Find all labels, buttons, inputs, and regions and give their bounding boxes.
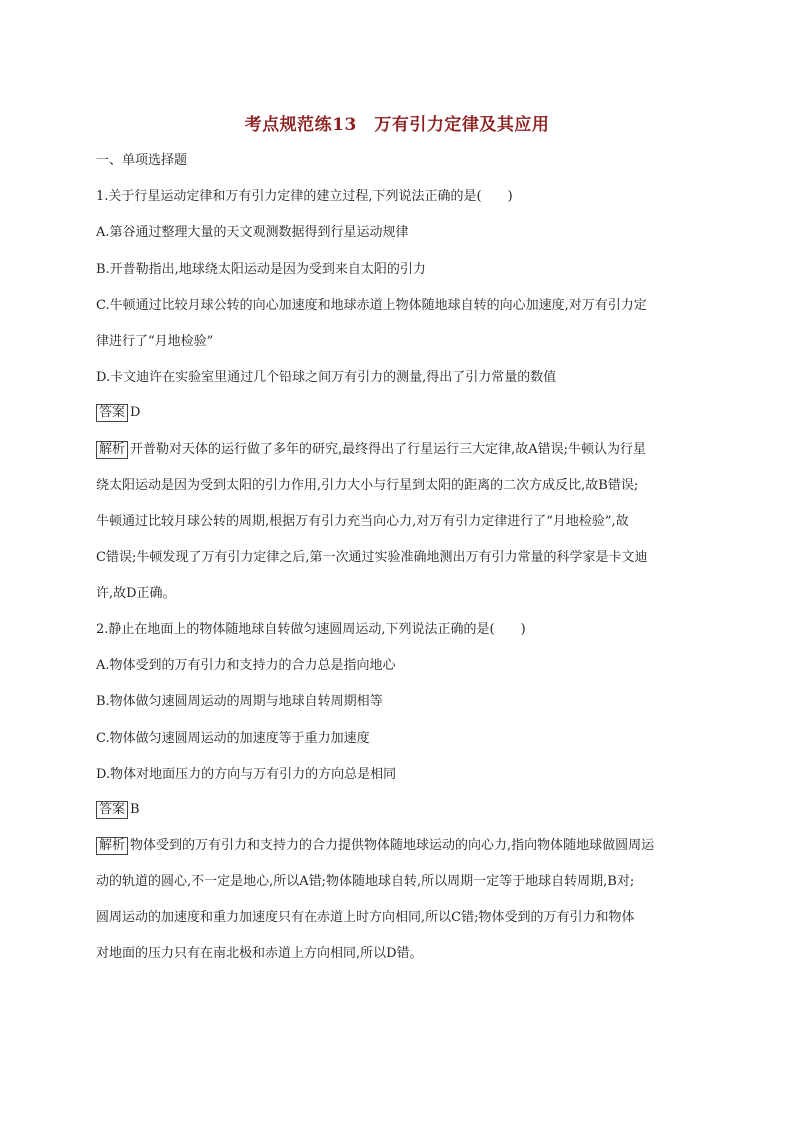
question-1-analysis-line3: 牛顿通过比较月球公转的周期,根据万有引力充当向心力,对万有引力定律进行了“月地检验”,故	[96, 514, 629, 529]
question-1-option-d: D.卡文迪许在实验室里通过几个铅球之间万有引力的测量,得出了引力常量的数值	[96, 370, 557, 385]
question-2-stem: 2.静止在地面上的物体随地球自转做匀速圆周运动,下列说法正确的是( )	[96, 622, 526, 637]
answer-label-box: 答案	[96, 404, 128, 422]
question-1-analysis-line2: 绕太阳运动是因为受到太阳的引力作用,引力大小与行星到太阳的距离的二次方成反比,故B错误;	[96, 478, 639, 493]
question-2-analysis-line2: 动的轨道的圆心,不一定是地心,所以A错;物体随地球自转,所以周期一定等于地球自转周期,B对;	[96, 874, 635, 889]
question-2-answer-row	[96, 801, 706, 819]
answer-label-box: 答案	[96, 801, 128, 819]
question-2-analysis-line3: 圆周运动的加速度和重力加速度只有在赤道上时方向相同,所以C错;物体受到的万有引力和物体	[96, 910, 635, 925]
question-1-analysis-line4: C错误;牛顿发现了万有引力定律之后,第一次通过实验准确地测出万有引力常量的科学家是卡文迪	[96, 550, 648, 565]
question-1-option-a: A.第谷通过整理大量的天文观测数据得到行星运动规律	[96, 225, 409, 240]
section-heading: 一、单项选择题	[96, 153, 188, 168]
question-2-analysis-line1	[96, 837, 706, 855]
question-2-answer: B	[130, 802, 140, 817]
question-2-option-c: C.物体做匀速圆周运动的加速度等于重力加速度	[96, 731, 370, 746]
question-1-analysis-line1	[96, 441, 706, 459]
question-2-option-d: D.物体对地面压力的方向与万有引力的方向总是相同	[96, 767, 397, 782]
question-1-analysis-text1: 开普勒对天体的运行做了多年的研究,最终得出了行星运行三大定律,故A错误;牛顿认为行星	[130, 442, 647, 457]
question-2-analysis-line4: 对地面的压力只有在南北极和赤道上方向相同,所以D错。	[96, 946, 423, 961]
question-1-analysis-line5: 许,故D正确。	[96, 586, 176, 601]
question-1-option-b: B.开普勒指出,地球绕太阳运动是因为受到来自太阳的引力	[96, 262, 426, 277]
analysis-label-box: 解析	[96, 441, 128, 459]
question-2-option-b: B.物体做匀速圆周运动的周期与地球自转周期相等	[96, 694, 383, 709]
question-1-stem: 1.关于行星运动定律和万有引力定律的建立过程,下列说法正确的是( )	[96, 189, 513, 204]
page-title: 考点规范练13 万有引力定律及其应用	[244, 115, 550, 135]
question-2-option-a: A.物体受到的万有引力和支持力的合力总是指向地心	[96, 658, 396, 673]
question-1-option-c-line2: 律进行了“月地检验”	[96, 334, 214, 349]
question-1-option-c-line1: C.牛顿通过比较月球公转的向心加速度和地球赤道上物体随地球自转的向心加速度,对万有引力定	[96, 298, 647, 313]
question-1-answer-row	[96, 404, 706, 422]
question-2-analysis-text1: 物体受到的万有引力和支持力的合力提供物体随地球运动的向心力,指向物体随地球做圆周运	[130, 838, 655, 853]
analysis-label-box: 解析	[96, 837, 128, 855]
question-1-answer: D	[130, 405, 141, 420]
